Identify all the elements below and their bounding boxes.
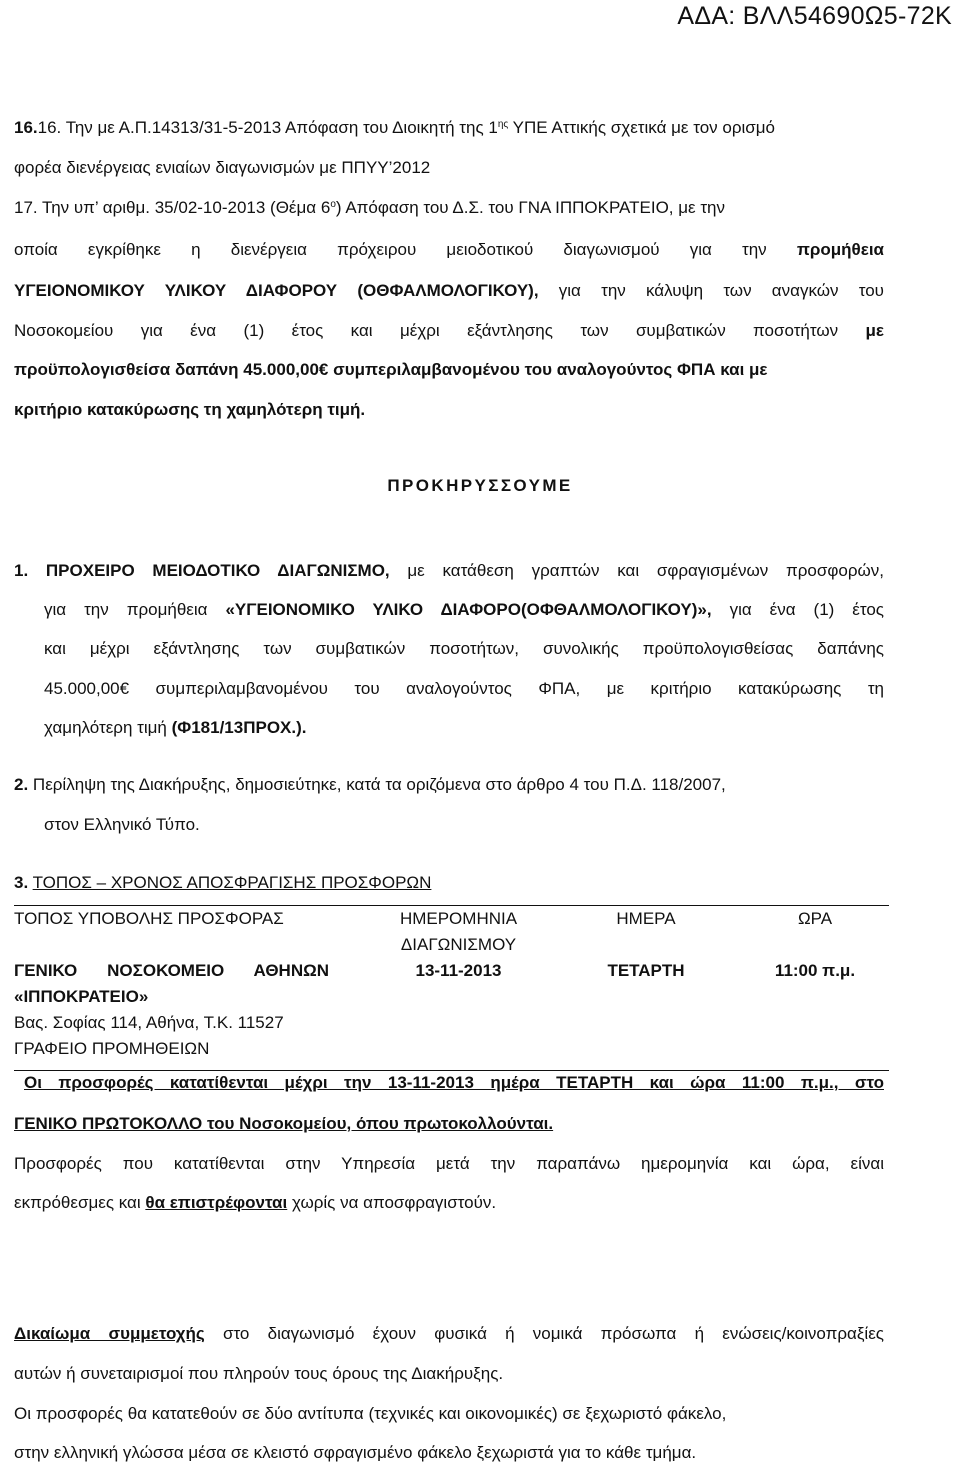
item-17-l3-bold: ΥΓΕΙΟΝΟΜΙΚΟΥ ΥΛΙΚΟΥ ΔΙΑΦΟΡΟΥ (ΟΘΦΑΛΜΟΛΟΓΙΚΟΥ), [14,281,539,300]
item-16-sup: ης [497,119,509,130]
header-time [741,906,889,959]
table-header-row [14,906,889,959]
section-1-l5-bold: (Φ181/13ΠΡΟΧ.). [171,718,307,737]
item-16-text: 16. Την με Α.Π.14313/31-5-2013 Απόφαση του Διοικητή της 1 [37,118,498,137]
place-line-2 [14,984,366,1010]
section-1-line-5 [44,718,307,738]
cell-day-text: ΤΕΤΑΡΤΗ [607,961,685,980]
cell-day [551,958,741,1062]
submission-schedule-table [14,905,889,1062]
place-line-1 [14,958,329,984]
section-1-l2-text: για την προμήθεια [44,600,226,619]
table-row [14,958,889,1062]
participation-line-2: αυτών ή συνεταιρισμοί που πληρούν τους όρους της Διακήρυξης. [14,1364,504,1383]
section-3-heading: ΤΟΠΟΣ – ΧΡΟΝΟΣ ΑΠΟΣΦΡΑΓΙΣΗΣ ΠΡΟΣΦΟΡΩΝ [32,873,432,892]
item-17-l5-bold: προϋπολογισθείσα δαπάνη 45.000,00€ συμπεριλαμβανομένου του αναλογούντος ΦΠΑ και με [14,360,768,379]
item-16-line-2: φορέα διενέργειας ενιαίων διαγωνισμών με ΠΠΥΥ’2012 [14,158,431,177]
place-line-2-text: «ΙΠΠΟΚΡΑΤΕΙΟ» [14,987,149,1006]
section-1-title: ΠΡΟΧΕΙΡΟ ΜΕΙΟΔΟΤΙΚΟ ΔΙΑΓΩΝΙΣΜΟ, [28,561,390,580]
cell-date-text: 13-11-2013 [415,961,502,980]
item-17-line-5 [14,360,768,380]
item-17-line-2 [14,240,884,260]
section-1-number: 1. [14,561,29,580]
header-date [366,906,551,959]
cell-time [741,958,889,1062]
section-2-number: 2. [14,775,29,794]
proclamation-heading: ΠΡΟΚΗΡΥΣΣΟΥΜΕ [387,476,573,495]
item-17-line-6 [14,400,365,420]
offers-line-1: Οι προσφορές θα κατατεθούν σε δύο αντίτυπα (τεχνικές και οικονομικές) σε ξεχωριστό φάκελο, [14,1404,727,1423]
notice-line-2 [14,1114,553,1134]
notice-line-1-text: Οι προσφορές κατατίθενται μέχρι την 13-11-2013 ημέρα ΤΕΤΑΡΤΗ και ώρα 11:00 π.μ., στο [24,1073,884,1092]
item-16-text-2: ΥΠΕ Αττικής σχετικά με τον ορισμό [508,118,776,137]
section-3-title [14,873,431,893]
section-2-line-2: στον Ελληνικό Τύπο. [44,815,200,834]
section-1-l2-bold: «ΥΓΕΙΟΝΟΜΙΚΟ ΥΛΙΚΟ ΔΙΑΦΟΡΟ(ΟΦΘΑΛΜΟΛΟΓΙΚΟΥ)», [225,600,712,619]
item-17-l4-bold: με [865,321,884,340]
participation-heading: Δικαίωμα συμμετοχής [14,1324,205,1343]
late-line-2-text: εκπρόθεσμες και [14,1193,146,1212]
ada-code: ΑΔΑ: ΒΛΛ54690Ω5-72Κ [677,2,952,30]
item-17-text: 17. Την υπ’ αριθμ. 35/02-10-2013 (Θέμα 6 [14,198,331,217]
item-17-l4-text: Νοσοκομείου για ένα (1) έτος και μέχρι εξάντλησης των συμβατικών ποσοτήτων [14,321,866,340]
late-line-2 [14,1193,496,1213]
header-day [551,906,741,959]
item-17-l2-bold: προμήθεια [796,240,884,259]
participation-line-1 [14,1324,884,1344]
item-17-sup: ο [330,199,336,210]
header-date-line-1: ΗΜΕΡΟΜΗΝΙΑ [399,909,518,928]
section-1-line-3: και μέχρι εξάντλησης των συμβατικών ποσοτήτων, συνολικής προϋπολογισθείσας δαπάνης [44,639,884,658]
offers-line-2: στην ελληνική γλώσσα μέσα σε κλειστό σφραγισμένο φάκελο ξεχωριστά για το κάθε τμήμα. [14,1443,697,1462]
section-2-text: Περίληψη της Διακήρυξης, δημοσιεύτηκε, κατά τα οριζόμενα στο άρθρο 4 του Π.Δ. 118/2007, [28,775,726,794]
item-17-l6-bold: κριτήριο κατακύρωσης τη χαμηλότερη τιμή. [14,400,366,419]
table-bottom-rule [14,1070,889,1071]
cell-time-text: 11:00 π.μ. [774,961,856,980]
section-2-line-1 [14,775,726,795]
place-line-4: ΓΡΑΦΕΙΟ ΠΡΟΜΗΘΕΙΩΝ [14,1039,210,1058]
section-1-line-1 [14,561,884,581]
section-1-line-4: 45.000,00€ συμπεριλαμβανομένου του αναλογούντος ΦΠΑ, με κριτήριο κατακύρωσης τη [44,679,884,698]
section-1-l2-tail: για ένα (1) έτος [711,600,885,619]
header-day-text: ΗΜΕΡΑ [616,909,676,928]
header-place-text: ΤΟΠΟΣ ΥΠΟΒΟΛΗΣ ΠΡΟΣΦΟΡΑΣ [14,909,284,928]
item-17-line-4 [14,321,884,341]
section-3-number: 3. [14,873,29,892]
section-1-l5-text: χαμηλότερη τιμή [44,718,172,737]
late-line-2-tail: χωρίς να αποσφραγιστούν. [287,1193,497,1212]
place-line-1-text: ΓΕΝΙΚΟ ΝΟΣΟΚΟΜΕΙΟ ΑΘΗΝΩΝ [14,961,329,980]
item-17-line-3 [14,281,884,301]
late-line-1: Προσφορές που κατατίθενται στην Υπηρεσία μετά την παραπάνω ημερομηνία και ώρα, είναι [14,1154,884,1173]
cell-date [366,958,551,1062]
participation-text: στο διαγωνισμό έχουν φυσικά ή νομικά πρόσωπα ή ενώσεις/κοινοπραξίες [204,1324,884,1343]
section-1-line-2 [44,600,884,620]
item-16-line-1: 16.16. Την με Α.Π.14313/31-5-2013 Απόφαση του Διοικητή της $1^{\eta\varsigma}$ ΥΠΕ Αττικής σχετικά με τον ορισμό [14,118,776,137]
place-line-3: Βας. Σοφίας 114, Αθήνα, Τ.Κ. 11527 [14,1013,284,1032]
header-time-text: ΩΡΑ [797,909,833,928]
item-17-text-2: ) Απόφαση του Δ.Σ. του ΓΝΑ ΙΠΠΟΚΡΑΤΕΙΟ, με την [335,198,725,217]
notice-line-1 [24,1073,884,1093]
late-return-emphasis: θα επιστρέφονται [145,1193,288,1212]
item-17-line-1 [14,198,725,218]
header-date-line-2: ΔΙΑΓΩΝΙΣΜΟΥ [400,935,517,954]
header-place [14,906,366,959]
section-1-text: με κατάθεση γραπτών και σφραγισμένων προσφορών, [389,561,884,580]
item-17-l3-text: για την κάλυψη των αναγκών του [538,281,884,300]
notice-line-2-text: ΓΕΝΙΚΟ ΠΡΩΤΟΚΟΛΛΟ του Νοσοκομείου, όπου πρωτοκολλούνται. [14,1114,554,1133]
item-17-l2-text: οποία εγκρίθηκε η διενέργεια πρόχειρου μειοδοτικού διαγωνισμού για την [14,240,797,259]
cell-place [14,958,366,1062]
